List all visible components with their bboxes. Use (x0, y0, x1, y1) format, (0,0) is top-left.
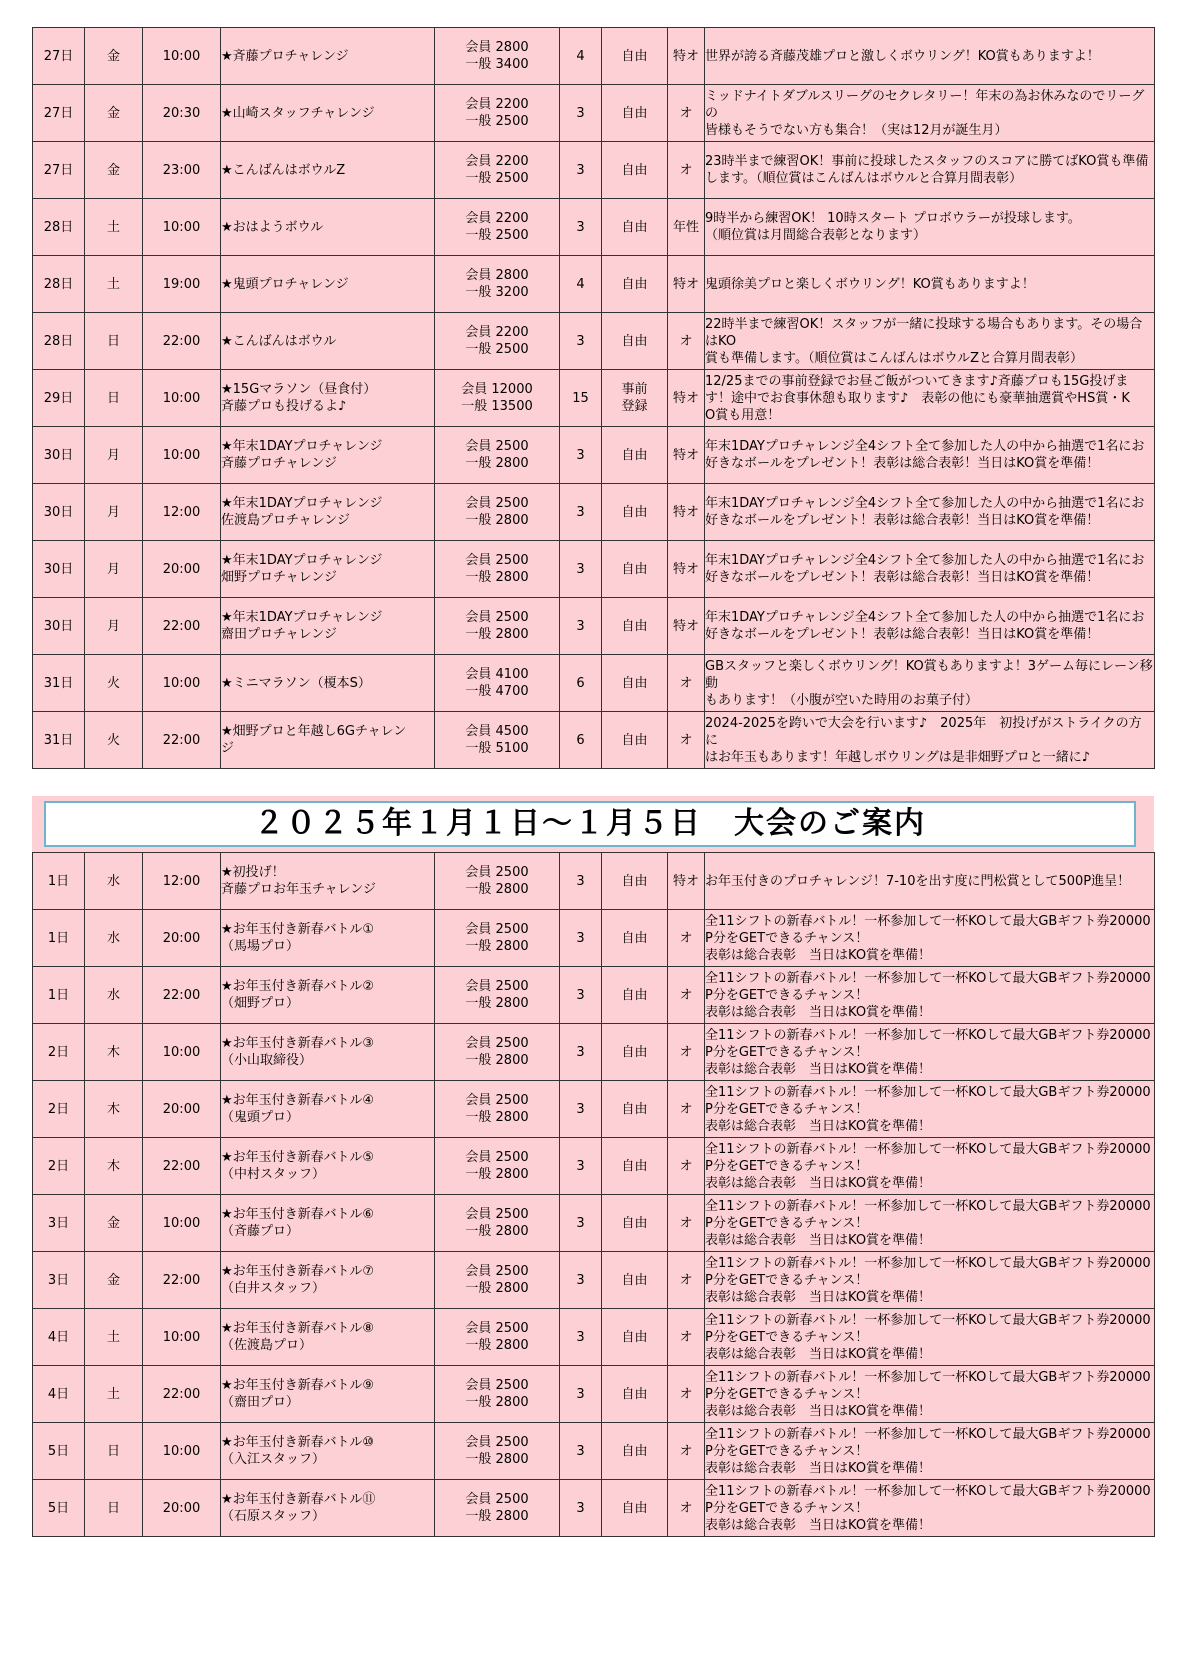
event-title-cell: ★年末1DAYプロチャレンジ 畑野プロチャレンジ (221, 541, 435, 598)
games-cell: 3 (560, 910, 602, 967)
day-cell: 1日 (33, 967, 85, 1024)
games-cell: 3 (560, 142, 602, 199)
table-row (33, 1081, 1155, 1138)
weekday-cell: 日 (85, 313, 143, 370)
entry-cell: 自由 (602, 541, 668, 598)
entry-cell: 自由 (602, 1138, 668, 1195)
games-cell: 3 (560, 853, 602, 910)
event-title-cell: ★お年玉付き新春バトル⑥ （斉藤プロ） (221, 1195, 435, 1252)
time-cell: 20:00 (143, 910, 221, 967)
entry-cell: 自由 (602, 712, 668, 769)
fee-cell: 会員 2800 一般 3400 (435, 28, 560, 85)
entry-cell: 自由 (602, 598, 668, 655)
weekday-cell: 月 (85, 541, 143, 598)
note-cell: 全11シフトの新春バトル！一杯参加して一杯KOして最大GBギフト券20000 P分をGETできるチャンス！ 表彰は総合表彰 当日はKO賞を準備！ (705, 1081, 1155, 1138)
event-title-cell: ★お年玉付き新春バトル② （畑野プロ） (221, 967, 435, 1024)
table-row (33, 1195, 1155, 1252)
section-banner: ２０２５年１月１日～１月５日 大会のご案内 (44, 801, 1136, 847)
event-title-cell: ★こんばんはボウル (221, 313, 435, 370)
weekday-cell: 金 (85, 85, 143, 142)
day-cell: 2日 (33, 1138, 85, 1195)
weekday-cell: 火 (85, 712, 143, 769)
weekday-cell: 月 (85, 484, 143, 541)
fee-cell: 会員 2500 一般 2800 (435, 853, 560, 910)
day-cell: 27日 (33, 85, 85, 142)
note-cell: 全11シフトの新春バトル！一杯参加して一杯KOして最大GBギフト券20000 P分をGETできるチャンス！ 表彰は総合表彰 当日はKO賞を準備！ (705, 1138, 1155, 1195)
time-cell: 20:00 (143, 541, 221, 598)
time-cell: 10:00 (143, 1309, 221, 1366)
type-cell: オ (668, 1024, 705, 1081)
event-title-cell: ★お年玉付き新春バトル⑦ （白井スタッフ） (221, 1252, 435, 1309)
event-title-cell: ★こんばんはボウルZ (221, 142, 435, 199)
time-cell: 20:00 (143, 1081, 221, 1138)
weekday-cell: 水 (85, 853, 143, 910)
weekday-cell: 木 (85, 1024, 143, 1081)
day-cell: 27日 (33, 28, 85, 85)
note-cell: 全11シフトの新春バトル！一杯参加して一杯KOして最大GBギフト券20000 P分をGETできるチャンス！ 表彰は総合表彰 当日はKO賞を準備！ (705, 1195, 1155, 1252)
table-row (33, 484, 1155, 541)
table-row (33, 1480, 1155, 1537)
day-cell: 30日 (33, 427, 85, 484)
entry-cell: 事前 登録 (602, 370, 668, 427)
table-row (33, 1252, 1155, 1309)
table-row (33, 1423, 1155, 1480)
weekday-cell: 日 (85, 1423, 143, 1480)
weekday-cell: 土 (85, 256, 143, 313)
entry-cell: 自由 (602, 1195, 668, 1252)
time-cell: 22:00 (143, 967, 221, 1024)
entry-cell: 自由 (602, 1480, 668, 1537)
type-cell: オ (668, 142, 705, 199)
event-title-cell: ★お年玉付き新春バトル⑨ （齋田プロ） (221, 1366, 435, 1423)
type-cell: 特オ (668, 484, 705, 541)
table-row (33, 85, 1155, 142)
fee-cell: 会員 2500 一般 2800 (435, 910, 560, 967)
day-cell: 1日 (33, 853, 85, 910)
day-cell: 3日 (33, 1195, 85, 1252)
table-row (33, 910, 1155, 967)
table-row (33, 1138, 1155, 1195)
weekday-cell: 水 (85, 910, 143, 967)
table-row (33, 541, 1155, 598)
note-cell: ミッドナイトダブルスリーグのセクレタリー！年末の為お休みなのでリーグの 皆様もそうでない方も集合！（実は12月が誕生月） (705, 85, 1155, 142)
fee-cell: 会員 2200 一般 2500 (435, 85, 560, 142)
day-cell: 2日 (33, 1081, 85, 1138)
event-title-cell: ★お年玉付き新春バトル③ （小山取締役） (221, 1024, 435, 1081)
note-cell: 全11シフトの新春バトル！一杯参加して一杯KOして最大GBギフト券20000 P分をGETできるチャンス！ 表彰は総合表彰 当日はKO賞を準備！ (705, 967, 1155, 1024)
event-title-cell: ★鬼頭プロチャレンジ (221, 256, 435, 313)
weekday-cell: 月 (85, 598, 143, 655)
games-cell: 3 (560, 85, 602, 142)
event-title-cell: ★お年玉付き新春バトル① （馬場プロ） (221, 910, 435, 967)
type-cell: オ (668, 1081, 705, 1138)
time-cell: 22:00 (143, 598, 221, 655)
fee-cell: 会員 4100 一般 4700 (435, 655, 560, 712)
note-cell: 2024-2025を跨いで大会を行います♪ 2025年 初投げがストライクの方に はお年玉もあります！年越しボウリングは是非畑野プロと一緒に♪ (705, 712, 1155, 769)
games-cell: 3 (560, 1480, 602, 1537)
games-cell: 3 (560, 1252, 602, 1309)
day-cell: 31日 (33, 712, 85, 769)
table-row (33, 967, 1155, 1024)
day-cell: 30日 (33, 541, 85, 598)
note-cell: お年玉付きのプロチャレンジ！7-10を出す度に門松賞として500P進呈！ (705, 853, 1155, 910)
games-cell: 15 (560, 370, 602, 427)
note-cell: 全11シフトの新春バトル！一杯参加して一杯KOして最大GBギフト券20000 P分をGETできるチャンス！ 表彰は総合表彰 当日はKO賞を準備！ (705, 1309, 1155, 1366)
table-row (33, 256, 1155, 313)
note-cell: 12/25までの事前登録でお昼ご飯がついてきます♪斉藤プロも15G投げま す！途中でお食事休憩も取ります♪ 表彰の他にも豪華抽選賞やHS賞・K O賞も用意！ (705, 370, 1155, 427)
type-cell: オ (668, 655, 705, 712)
type-cell: オ (668, 1423, 705, 1480)
fee-cell: 会員 2500 一般 2800 (435, 1195, 560, 1252)
type-cell: オ (668, 910, 705, 967)
table-row (33, 1024, 1155, 1081)
games-cell: 3 (560, 967, 602, 1024)
entry-cell: 自由 (602, 1309, 668, 1366)
event-title-cell: ★お年玉付き新春バトル⑩ （入江スタッフ） (221, 1423, 435, 1480)
entry-cell: 自由 (602, 427, 668, 484)
event-title-cell: ★お年玉付き新春バトル⑤ （中村スタッフ） (221, 1138, 435, 1195)
weekday-cell: 水 (85, 967, 143, 1024)
weekday-cell: 金 (85, 1195, 143, 1252)
table-row (33, 655, 1155, 712)
weekday-cell: 金 (85, 142, 143, 199)
fee-cell: 会員 2500 一般 2800 (435, 1081, 560, 1138)
time-cell: 12:00 (143, 853, 221, 910)
time-cell: 10:00 (143, 199, 221, 256)
schedule-table-january (32, 852, 1155, 1537)
time-cell: 12:00 (143, 484, 221, 541)
table-row (33, 199, 1155, 256)
entry-cell: 自由 (602, 1081, 668, 1138)
table-row (33, 712, 1155, 769)
event-title-cell: ★山崎スタッフチャレンジ (221, 85, 435, 142)
fee-cell: 会員 2500 一般 2800 (435, 1480, 560, 1537)
fee-cell: 会員 2500 一般 2800 (435, 1366, 560, 1423)
day-cell: 28日 (33, 256, 85, 313)
day-cell: 5日 (33, 1480, 85, 1537)
note-cell: 全11シフトの新春バトル！一杯参加して一杯KOして最大GBギフト券20000 P分をGETできるチャンス！ 表彰は総合表彰 当日はKO賞を準備！ (705, 1480, 1155, 1537)
note-cell: 全11シフトの新春バトル！一杯参加して一杯KOして最大GBギフト券20000 P分をGETできるチャンス！ 表彰は総合表彰 当日はKO賞を準備！ (705, 1252, 1155, 1309)
type-cell: 特オ (668, 427, 705, 484)
games-cell: 4 (560, 28, 602, 85)
type-cell: オ (668, 313, 705, 370)
note-cell: 鬼頭徐美プロと楽しくボウリング！KO賞もありますよ！ (705, 256, 1155, 313)
note-cell: 9時半から練習OK！ 10時スタート プロボウラーが投球します。 （順位賞は月間総合表彰となります） (705, 199, 1155, 256)
weekday-cell: 木 (85, 1081, 143, 1138)
event-title-cell: ★お年玉付き新春バトル⑧ （佐渡島プロ） (221, 1309, 435, 1366)
time-cell: 22:00 (143, 1252, 221, 1309)
entry-cell: 自由 (602, 967, 668, 1024)
entry-cell: 自由 (602, 1366, 668, 1423)
event-title-cell: ★おはようボウル (221, 199, 435, 256)
time-cell: 10:00 (143, 1423, 221, 1480)
weekday-cell: 木 (85, 1138, 143, 1195)
type-cell: オ (668, 85, 705, 142)
type-cell: オ (668, 1480, 705, 1537)
table-row (33, 427, 1155, 484)
weekday-cell: 日 (85, 1480, 143, 1537)
time-cell: 22:00 (143, 1138, 221, 1195)
games-cell: 3 (560, 1024, 602, 1081)
event-title-cell: ★年末1DAYプロチャレンジ 齋田プロチャレンジ (221, 598, 435, 655)
event-title-cell: ★15Gマラソン（昼食付） 斉藤プロも投げるよ♪ (221, 370, 435, 427)
games-cell: 6 (560, 712, 602, 769)
entry-cell: 自由 (602, 142, 668, 199)
games-cell: 3 (560, 484, 602, 541)
table-row (33, 370, 1155, 427)
note-cell: 全11シフトの新春バトル！一杯参加して一杯KOして最大GBギフト券20000 P分をGETできるチャンス！ 表彰は総合表彰 当日はKO賞を準備！ (705, 910, 1155, 967)
type-cell: 特オ (668, 256, 705, 313)
weekday-cell: 土 (85, 1309, 143, 1366)
time-cell: 22:00 (143, 313, 221, 370)
entry-cell: 自由 (602, 199, 668, 256)
games-cell: 3 (560, 1423, 602, 1480)
games-cell: 6 (560, 655, 602, 712)
entry-cell: 自由 (602, 1423, 668, 1480)
table-row (33, 1309, 1155, 1366)
time-cell: 22:00 (143, 712, 221, 769)
fee-cell: 会員 2500 一般 2800 (435, 1309, 560, 1366)
type-cell: 特オ (668, 28, 705, 85)
fee-cell: 会員 2800 一般 3200 (435, 256, 560, 313)
fee-cell: 会員 2500 一般 2800 (435, 1024, 560, 1081)
event-title-cell: ★お年玉付き新春バトル④ （鬼頭プロ） (221, 1081, 435, 1138)
fee-cell: 会員 2500 一般 2800 (435, 598, 560, 655)
type-cell: 特オ (668, 853, 705, 910)
games-cell: 3 (560, 598, 602, 655)
type-cell: 特オ (668, 598, 705, 655)
note-cell: 年末1DAYプロチャレンジ全4シフト全て参加した人の中から抽選で1名にお 好きなボールをプレゼント！表彰は総合表彰！当日はKO賞を準備！ (705, 427, 1155, 484)
table-row (33, 853, 1155, 910)
time-cell: 10:00 (143, 655, 221, 712)
games-cell: 3 (560, 427, 602, 484)
event-title-cell: ★年末1DAYプロチャレンジ 斉藤プロチャレンジ (221, 427, 435, 484)
note-cell: GBスタッフと楽しくボウリング！KO賞もありますよ！3ゲーム毎にレーン移動 もあります！（小腹が空いた時用のお菓子付） (705, 655, 1155, 712)
games-cell: 3 (560, 1081, 602, 1138)
games-cell: 3 (560, 1309, 602, 1366)
day-cell: 2日 (33, 1024, 85, 1081)
games-cell: 3 (560, 1366, 602, 1423)
note-cell: 22時半まで練習OK！スタッフが一緒に投球する場合もあります。その場合はKO 賞も準備します。（順位賞はこんばんはボウルZと合算月間表彰） (705, 313, 1155, 370)
note-cell: 年末1DAYプロチャレンジ全4シフト全て参加した人の中から抽選で1名にお 好きなボールをプレゼント！表彰は総合表彰！当日はKO賞を準備！ (705, 541, 1155, 598)
fee-cell: 会員 2500 一般 2800 (435, 967, 560, 1024)
banner-area (32, 796, 1154, 852)
time-cell: 20:00 (143, 1480, 221, 1537)
weekday-cell: 金 (85, 28, 143, 85)
type-cell: オ (668, 1309, 705, 1366)
time-cell: 10:00 (143, 427, 221, 484)
fee-cell: 会員 2200 一般 2500 (435, 199, 560, 256)
entry-cell: 自由 (602, 313, 668, 370)
time-cell: 22:00 (143, 1366, 221, 1423)
table-row (33, 313, 1155, 370)
entry-cell: 自由 (602, 28, 668, 85)
note-cell: 全11シフトの新春バトル！一杯参加して一杯KOして最大GBギフト券20000 P分をGETできるチャンス！ 表彰は総合表彰 当日はKO賞を準備！ (705, 1366, 1155, 1423)
day-cell: 30日 (33, 598, 85, 655)
day-cell: 5日 (33, 1423, 85, 1480)
entry-cell: 自由 (602, 1252, 668, 1309)
event-title-cell: ★斉藤プロチャレンジ (221, 28, 435, 85)
entry-cell: 自由 (602, 655, 668, 712)
fee-cell: 会員 2200 一般 2500 (435, 313, 560, 370)
day-cell: 29日 (33, 370, 85, 427)
type-cell: オ (668, 1195, 705, 1252)
table-row (33, 28, 1155, 85)
weekday-cell: 火 (85, 655, 143, 712)
games-cell: 4 (560, 256, 602, 313)
entry-cell: 自由 (602, 85, 668, 142)
fee-cell: 会員 2500 一般 2800 (435, 1423, 560, 1480)
entry-cell: 自由 (602, 910, 668, 967)
games-cell: 3 (560, 1195, 602, 1252)
note-cell: 全11シフトの新春バトル！一杯参加して一杯KOして最大GBギフト券20000 P分をGETできるチャンス！ 表彰は総合表彰 当日はKO賞を準備！ (705, 1024, 1155, 1081)
fee-cell: 会員 2500 一般 2800 (435, 427, 560, 484)
type-cell: 年性 (668, 199, 705, 256)
day-cell: 30日 (33, 484, 85, 541)
note-cell: 世界が誇る斉藤茂雄プロと激しくボウリング！KO賞もありますよ！ (705, 28, 1155, 85)
day-cell: 1日 (33, 910, 85, 967)
entry-cell: 自由 (602, 484, 668, 541)
entry-cell: 自由 (602, 256, 668, 313)
fee-cell: 会員 4500 一般 5100 (435, 712, 560, 769)
weekday-cell: 日 (85, 370, 143, 427)
table-row (33, 142, 1155, 199)
entry-cell: 自由 (602, 1024, 668, 1081)
fee-cell: 会員 12000 一般 13500 (435, 370, 560, 427)
games-cell: 3 (560, 541, 602, 598)
event-title-cell: ★ミニマラソン（榎本S） (221, 655, 435, 712)
games-cell: 3 (560, 199, 602, 256)
weekday-cell: 月 (85, 427, 143, 484)
day-cell: 28日 (33, 199, 85, 256)
time-cell: 10:00 (143, 370, 221, 427)
games-cell: 3 (560, 1138, 602, 1195)
fee-cell: 会員 2500 一般 2800 (435, 541, 560, 598)
note-cell: 23時半まで練習OK！事前に投球したスタッフのスコアに勝てばKO賞も準備 します。（順位賞はこんばんはボウルと合算月間表彰） (705, 142, 1155, 199)
day-cell: 27日 (33, 142, 85, 199)
day-cell: 4日 (33, 1366, 85, 1423)
fee-cell: 会員 2500 一般 2800 (435, 484, 560, 541)
time-cell: 10:00 (143, 28, 221, 85)
event-title-cell: ★年末1DAYプロチャレンジ 佐渡島プロチャレンジ (221, 484, 435, 541)
table-row (33, 598, 1155, 655)
entry-cell: 自由 (602, 853, 668, 910)
note-cell: 全11シフトの新春バトル！一杯参加して一杯KOして最大GBギフト券20000 P分をGETできるチャンス！ 表彰は総合表彰 当日はKO賞を準備！ (705, 1423, 1155, 1480)
games-cell: 3 (560, 313, 602, 370)
time-cell: 19:00 (143, 256, 221, 313)
type-cell: オ (668, 1252, 705, 1309)
day-cell: 3日 (33, 1252, 85, 1309)
schedule-table-december (32, 27, 1155, 769)
time-cell: 10:00 (143, 1195, 221, 1252)
day-cell: 31日 (33, 655, 85, 712)
weekday-cell: 土 (85, 199, 143, 256)
type-cell: 特オ (668, 370, 705, 427)
event-title-cell: ★畑野プロと年越し6Gチャレン ジ (221, 712, 435, 769)
fee-cell: 会員 2500 一般 2800 (435, 1252, 560, 1309)
time-cell: 20:30 (143, 85, 221, 142)
note-cell: 年末1DAYプロチャレンジ全4シフト全て参加した人の中から抽選で1名にお 好きなボールをプレゼント！表彰は総合表彰！当日はKO賞を準備！ (705, 598, 1155, 655)
type-cell: 特オ (668, 541, 705, 598)
time-cell: 23:00 (143, 142, 221, 199)
day-cell: 4日 (33, 1309, 85, 1366)
day-cell: 28日 (33, 313, 85, 370)
table-row (33, 1366, 1155, 1423)
weekday-cell: 金 (85, 1252, 143, 1309)
type-cell: オ (668, 1366, 705, 1423)
type-cell: オ (668, 1138, 705, 1195)
fee-cell: 会員 2500 一般 2800 (435, 1138, 560, 1195)
event-title-cell: ★お年玉付き新春バトル⑪ （石原スタッフ） (221, 1480, 435, 1537)
type-cell: オ (668, 967, 705, 1024)
note-cell: 年末1DAYプロチャレンジ全4シフト全て参加した人の中から抽選で1名にお 好きなボールをプレゼント！表彰は総合表彰！当日はKO賞を準備！ (705, 484, 1155, 541)
time-cell: 10:00 (143, 1024, 221, 1081)
weekday-cell: 土 (85, 1366, 143, 1423)
event-title-cell: ★初投げ！ 斉藤プロお年玉チャレンジ (221, 853, 435, 910)
fee-cell: 会員 2200 一般 2500 (435, 142, 560, 199)
type-cell: オ (668, 712, 705, 769)
